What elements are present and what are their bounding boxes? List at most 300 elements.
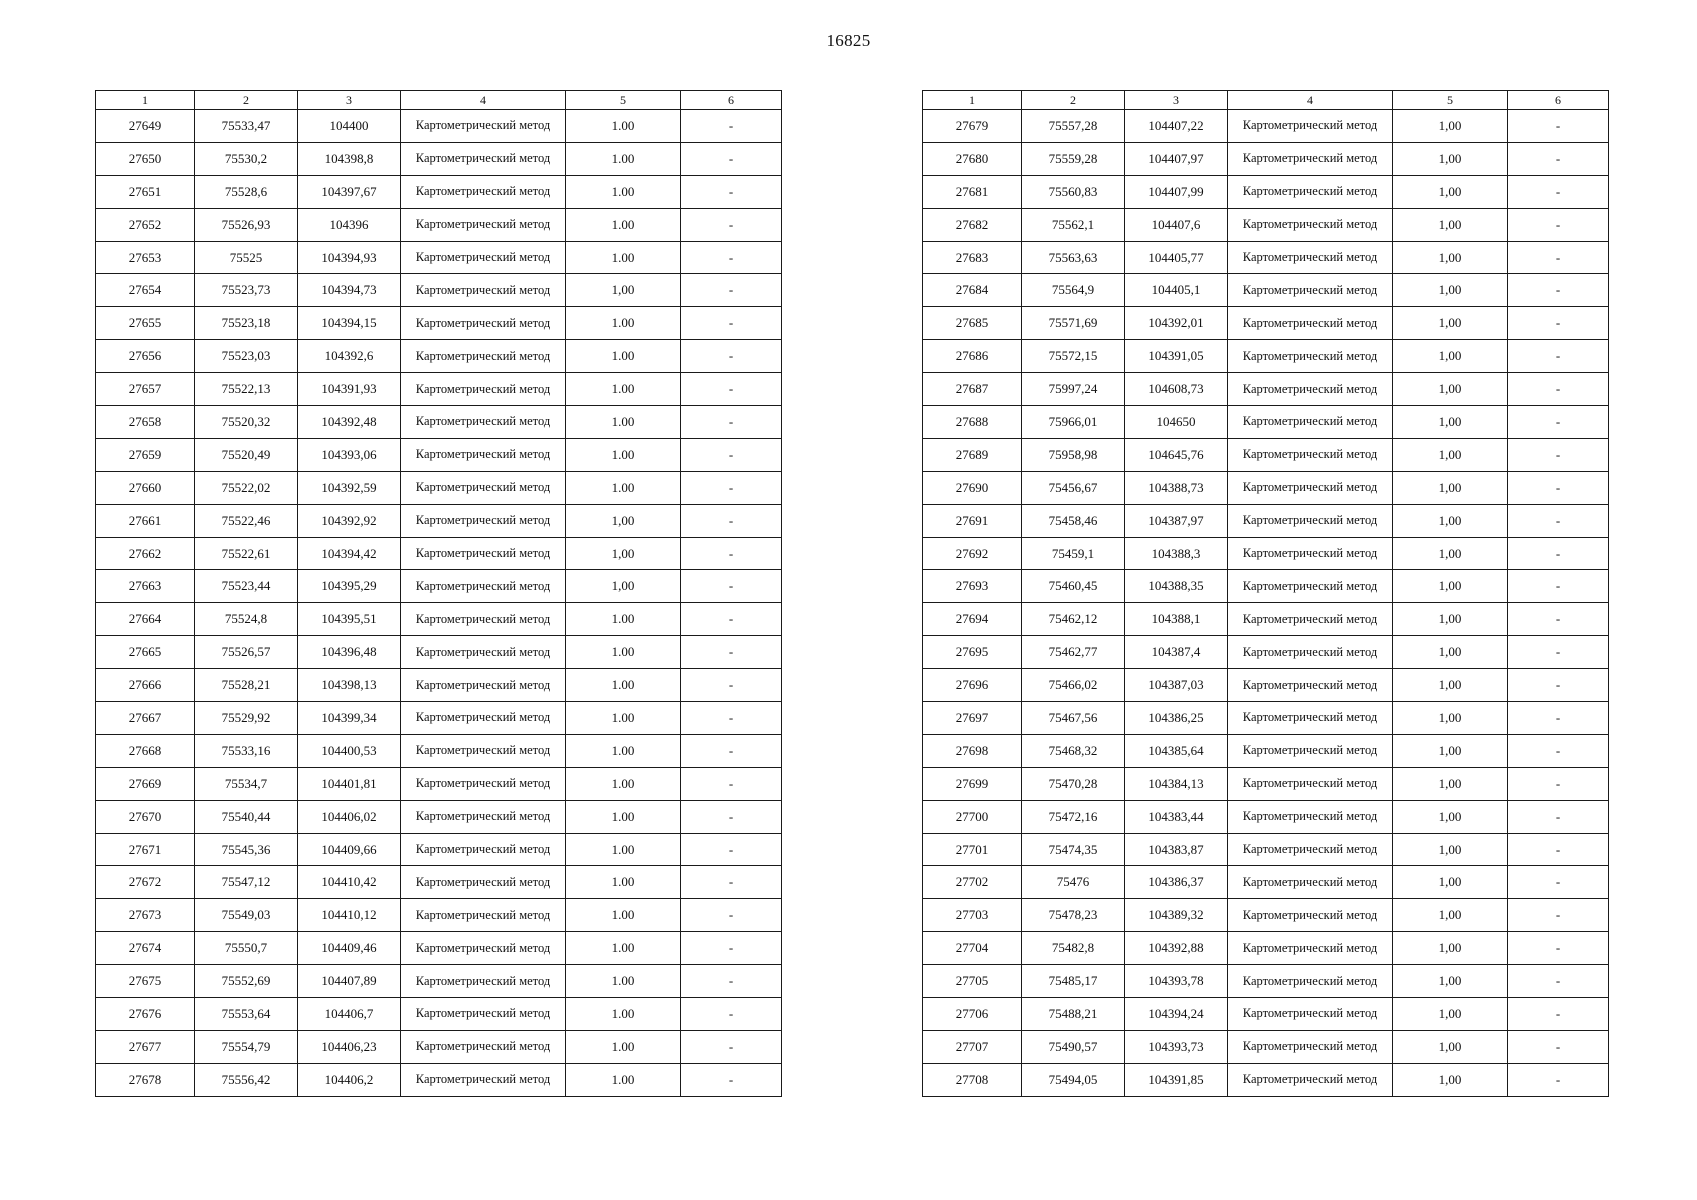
- precision-cell: 1,00: [1393, 208, 1508, 241]
- y-coordinate-cell: 104407,22: [1125, 110, 1228, 143]
- x-coordinate-cell: 75476: [1022, 866, 1125, 899]
- point-number-cell: 27688: [923, 406, 1022, 439]
- point-number-cell: 27657: [96, 373, 195, 406]
- point-number-cell: 27653: [96, 241, 195, 274]
- precision-cell: 1,00: [1393, 603, 1508, 636]
- note-cell: -: [1508, 142, 1609, 175]
- y-coordinate-cell: 104384,13: [1125, 767, 1228, 800]
- table-row: [923, 537, 1609, 570]
- y-coordinate-cell: 104407,89: [298, 965, 401, 998]
- table-row: [923, 932, 1609, 965]
- point-number-cell: 27649: [96, 110, 195, 143]
- method-cell: Картометрический метод: [401, 1063, 566, 1096]
- method-cell: Картометрический метод: [401, 241, 566, 274]
- note-cell: -: [1508, 570, 1609, 603]
- precision-cell: 1,00: [1393, 175, 1508, 208]
- y-coordinate-cell: 104391,05: [1125, 340, 1228, 373]
- table-row: [923, 1030, 1609, 1063]
- precision-cell: 1.00: [566, 175, 681, 208]
- note-cell: -: [681, 274, 782, 307]
- x-coordinate-cell: 75540,44: [195, 800, 298, 833]
- point-number-cell: 27675: [96, 965, 195, 998]
- point-number-cell: 27652: [96, 208, 195, 241]
- x-coordinate-cell: 75466,02: [1022, 669, 1125, 702]
- precision-cell: 1,00: [1393, 142, 1508, 175]
- point-number-cell: 27694: [923, 603, 1022, 636]
- note-cell: -: [1508, 406, 1609, 439]
- note-cell: -: [1508, 702, 1609, 735]
- note-cell: -: [1508, 471, 1609, 504]
- y-coordinate-cell: 104392,92: [298, 504, 401, 537]
- point-number-cell: 27702: [923, 866, 1022, 899]
- point-number-cell: 27684: [923, 274, 1022, 307]
- method-cell: Картометрический метод: [401, 274, 566, 307]
- x-coordinate-cell: 75547,12: [195, 866, 298, 899]
- method-cell: Картометрический метод: [401, 767, 566, 800]
- point-number-cell: 27655: [96, 307, 195, 340]
- note-cell: -: [681, 373, 782, 406]
- method-cell: Картометрический метод: [1228, 504, 1393, 537]
- column-header: 2: [195, 91, 298, 110]
- x-coordinate-cell: 75522,46: [195, 504, 298, 537]
- y-coordinate-cell: 104387,03: [1125, 669, 1228, 702]
- note-cell: -: [1508, 965, 1609, 998]
- note-cell: -: [681, 570, 782, 603]
- x-coordinate-cell: 75560,83: [1022, 175, 1125, 208]
- note-cell: -: [1508, 504, 1609, 537]
- column-header: 6: [681, 91, 782, 110]
- x-coordinate-cell: 75958,98: [1022, 438, 1125, 471]
- x-coordinate-cell: 75529,92: [195, 702, 298, 735]
- precision-cell: 1,00: [1393, 669, 1508, 702]
- precision-cell: 1.00: [566, 471, 681, 504]
- x-coordinate-cell: 75552,69: [195, 965, 298, 998]
- method-cell: Картометрический метод: [1228, 669, 1393, 702]
- y-coordinate-cell: 104399,34: [298, 702, 401, 735]
- y-coordinate-cell: 104406,23: [298, 1030, 401, 1063]
- note-cell: -: [1508, 208, 1609, 241]
- note-cell: -: [681, 406, 782, 439]
- note-cell: -: [681, 110, 782, 143]
- x-coordinate-cell: 75520,32: [195, 406, 298, 439]
- y-coordinate-cell: 104388,1: [1125, 603, 1228, 636]
- point-number-cell: 27691: [923, 504, 1022, 537]
- precision-cell: 1,00: [566, 274, 681, 307]
- table-row: [96, 1063, 782, 1096]
- table-row: [923, 274, 1609, 307]
- method-cell: Картометрический метод: [1228, 833, 1393, 866]
- y-coordinate-cell: 104407,6: [1125, 208, 1228, 241]
- x-coordinate-cell: 75488,21: [1022, 998, 1125, 1031]
- precision-cell: 1.00: [566, 208, 681, 241]
- precision-cell: 1.00: [566, 866, 681, 899]
- table-row: [96, 932, 782, 965]
- note-cell: -: [1508, 998, 1609, 1031]
- y-coordinate-cell: 104400: [298, 110, 401, 143]
- x-coordinate-cell: 75458,46: [1022, 504, 1125, 537]
- y-coordinate-cell: 104392,48: [298, 406, 401, 439]
- column-header: 5: [566, 91, 681, 110]
- x-coordinate-cell: 75549,03: [195, 899, 298, 932]
- precision-cell: 1,00: [1393, 471, 1508, 504]
- method-cell: Картометрический метод: [1228, 142, 1393, 175]
- y-coordinate-cell: 104387,97: [1125, 504, 1228, 537]
- x-coordinate-cell: 75462,12: [1022, 603, 1125, 636]
- x-coordinate-cell: 75482,8: [1022, 932, 1125, 965]
- point-number-cell: 27673: [96, 899, 195, 932]
- x-coordinate-cell: 75478,23: [1022, 899, 1125, 932]
- method-cell: Картометрический метод: [1228, 734, 1393, 767]
- y-coordinate-cell: 104400,53: [298, 734, 401, 767]
- note-cell: -: [681, 965, 782, 998]
- point-number-cell: 27682: [923, 208, 1022, 241]
- note-cell: -: [1508, 833, 1609, 866]
- column-header: 3: [1125, 91, 1228, 110]
- y-coordinate-cell: 104608,73: [1125, 373, 1228, 406]
- precision-cell: 1.00: [566, 767, 681, 800]
- method-cell: Картометрический метод: [1228, 471, 1393, 504]
- precision-cell: 1,00: [1393, 833, 1508, 866]
- x-coordinate-cell: 75533,47: [195, 110, 298, 143]
- precision-cell: 1,00: [1393, 110, 1508, 143]
- method-cell: Картометрический метод: [1228, 307, 1393, 340]
- y-coordinate-cell: 104406,2: [298, 1063, 401, 1096]
- table-row: [96, 406, 782, 439]
- method-cell: Картометрический метод: [401, 504, 566, 537]
- note-cell: -: [681, 438, 782, 471]
- table-row: [923, 438, 1609, 471]
- method-cell: Картометрический метод: [401, 702, 566, 735]
- precision-cell: 1,00: [1393, 998, 1508, 1031]
- table-row: [923, 965, 1609, 998]
- note-cell: -: [681, 175, 782, 208]
- note-cell: -: [681, 208, 782, 241]
- precision-cell: 1,00: [1393, 932, 1508, 965]
- table-row: [923, 471, 1609, 504]
- table-row: [923, 800, 1609, 833]
- method-cell: Картометрический метод: [1228, 175, 1393, 208]
- point-number-cell: 27668: [96, 734, 195, 767]
- y-coordinate-cell: 104388,35: [1125, 570, 1228, 603]
- y-coordinate-cell: 104406,7: [298, 998, 401, 1031]
- table-row: [923, 406, 1609, 439]
- table-row: [923, 373, 1609, 406]
- precision-cell: 1,00: [1393, 438, 1508, 471]
- y-coordinate-cell: 104395,29: [298, 570, 401, 603]
- method-cell: Картометрический метод: [401, 438, 566, 471]
- table-row: [923, 142, 1609, 175]
- table-row: [96, 800, 782, 833]
- method-cell: Картометрический метод: [1228, 932, 1393, 965]
- note-cell: -: [681, 636, 782, 669]
- x-coordinate-cell: 75524,8: [195, 603, 298, 636]
- point-number-cell: 27697: [923, 702, 1022, 735]
- table-row: [923, 866, 1609, 899]
- table-row: [96, 504, 782, 537]
- table-row: [96, 734, 782, 767]
- method-cell: Картометрический метод: [401, 208, 566, 241]
- x-coordinate-cell: 75557,28: [1022, 110, 1125, 143]
- point-number-cell: 27664: [96, 603, 195, 636]
- precision-cell: 1,00: [1393, 899, 1508, 932]
- x-coordinate-cell: 75556,42: [195, 1063, 298, 1096]
- note-cell: -: [1508, 373, 1609, 406]
- note-cell: -: [1508, 866, 1609, 899]
- precision-cell: 1.00: [566, 702, 681, 735]
- column-header: 6: [1508, 91, 1609, 110]
- precision-cell: 1,00: [1393, 702, 1508, 735]
- y-coordinate-cell: 104398,8: [298, 142, 401, 175]
- x-coordinate-cell: 75550,7: [195, 932, 298, 965]
- table-row: [923, 208, 1609, 241]
- y-coordinate-cell: 104406,02: [298, 800, 401, 833]
- x-coordinate-cell: 75522,13: [195, 373, 298, 406]
- method-cell: Картометрический метод: [1228, 208, 1393, 241]
- table-row: [96, 767, 782, 800]
- y-coordinate-cell: 104405,1: [1125, 274, 1228, 307]
- table-row: [96, 570, 782, 603]
- column-header: 1: [96, 91, 195, 110]
- table-body: [96, 110, 782, 1097]
- x-coordinate-cell: 75456,67: [1022, 471, 1125, 504]
- column-header: 1: [923, 91, 1022, 110]
- left-coordinates-table: [95, 90, 782, 1097]
- x-coordinate-cell: 75467,56: [1022, 702, 1125, 735]
- y-coordinate-cell: 104394,73: [298, 274, 401, 307]
- point-number-cell: 27703: [923, 899, 1022, 932]
- precision-cell: 1.00: [566, 1030, 681, 1063]
- y-coordinate-cell: 104409,66: [298, 833, 401, 866]
- point-number-cell: 27704: [923, 932, 1022, 965]
- precision-cell: 1,00: [1393, 767, 1508, 800]
- table-row: [923, 110, 1609, 143]
- y-coordinate-cell: 104389,32: [1125, 899, 1228, 932]
- precision-cell: 1.00: [566, 1063, 681, 1096]
- x-coordinate-cell: 75494,05: [1022, 1063, 1125, 1096]
- note-cell: -: [681, 504, 782, 537]
- method-cell: Картометрический метод: [401, 537, 566, 570]
- x-coordinate-cell: 75562,1: [1022, 208, 1125, 241]
- note-cell: -: [1508, 1030, 1609, 1063]
- method-cell: Картометрический метод: [401, 603, 566, 636]
- note-cell: -: [681, 833, 782, 866]
- y-coordinate-cell: 104401,81: [298, 767, 401, 800]
- table-row: [96, 899, 782, 932]
- table-row: [96, 537, 782, 570]
- method-cell: Картометрический метод: [401, 866, 566, 899]
- x-coordinate-cell: 75997,24: [1022, 373, 1125, 406]
- y-coordinate-cell: 104393,06: [298, 438, 401, 471]
- note-cell: -: [1508, 438, 1609, 471]
- y-coordinate-cell: 104388,3: [1125, 537, 1228, 570]
- x-coordinate-cell: 75528,6: [195, 175, 298, 208]
- table-row: [923, 767, 1609, 800]
- y-coordinate-cell: 104386,25: [1125, 702, 1228, 735]
- note-cell: -: [681, 932, 782, 965]
- x-coordinate-cell: 75490,57: [1022, 1030, 1125, 1063]
- header-row: [923, 91, 1609, 110]
- y-coordinate-cell: 104392,59: [298, 471, 401, 504]
- point-number-cell: 27661: [96, 504, 195, 537]
- precision-cell: 1.00: [566, 998, 681, 1031]
- right-coordinates-table: [922, 90, 1609, 1097]
- note-cell: -: [1508, 899, 1609, 932]
- x-coordinate-cell: 75474,35: [1022, 833, 1125, 866]
- point-number-cell: 27651: [96, 175, 195, 208]
- method-cell: Картометрический метод: [401, 800, 566, 833]
- x-coordinate-cell: 75485,17: [1022, 965, 1125, 998]
- y-coordinate-cell: 104394,24: [1125, 998, 1228, 1031]
- note-cell: -: [1508, 175, 1609, 208]
- note-cell: -: [681, 307, 782, 340]
- precision-cell: 1,00: [1393, 636, 1508, 669]
- x-coordinate-cell: 75468,32: [1022, 734, 1125, 767]
- table-row: [923, 504, 1609, 537]
- y-coordinate-cell: 104386,37: [1125, 866, 1228, 899]
- note-cell: -: [681, 734, 782, 767]
- x-coordinate-cell: 75462,77: [1022, 636, 1125, 669]
- y-coordinate-cell: 104645,76: [1125, 438, 1228, 471]
- table-row: [923, 734, 1609, 767]
- precision-cell: 1.00: [566, 406, 681, 439]
- method-cell: Картометрический метод: [1228, 965, 1393, 998]
- note-cell: -: [681, 998, 782, 1031]
- page-number: 16825: [826, 31, 871, 50]
- table-row: [96, 833, 782, 866]
- method-cell: Картометрический метод: [1228, 866, 1393, 899]
- table-row: [923, 899, 1609, 932]
- y-coordinate-cell: 104410,12: [298, 899, 401, 932]
- method-cell: Картометрический метод: [401, 1030, 566, 1063]
- method-cell: Картометрический метод: [1228, 570, 1393, 603]
- note-cell: -: [681, 669, 782, 702]
- x-coordinate-cell: 75559,28: [1022, 142, 1125, 175]
- method-cell: Картометрический метод: [401, 471, 566, 504]
- x-coordinate-cell: 75563,63: [1022, 241, 1125, 274]
- note-cell: -: [681, 899, 782, 932]
- left-coordinates-table-container: [95, 90, 782, 1097]
- y-coordinate-cell: 104392,88: [1125, 932, 1228, 965]
- precision-cell: 1.00: [566, 965, 681, 998]
- point-number-cell: 27690: [923, 471, 1022, 504]
- method-cell: Картометрический метод: [401, 734, 566, 767]
- y-coordinate-cell: 104394,42: [298, 537, 401, 570]
- table-row: [96, 438, 782, 471]
- note-cell: -: [1508, 110, 1609, 143]
- table-row: [96, 1030, 782, 1063]
- point-number-cell: 27677: [96, 1030, 195, 1063]
- note-cell: -: [1508, 734, 1609, 767]
- table-row: [923, 307, 1609, 340]
- point-number-cell: 27666: [96, 669, 195, 702]
- x-coordinate-cell: 75525: [195, 241, 298, 274]
- note-cell: -: [1508, 603, 1609, 636]
- y-coordinate-cell: 104394,93: [298, 241, 401, 274]
- method-cell: Картометрический метод: [1228, 800, 1393, 833]
- point-number-cell: 27683: [923, 241, 1022, 274]
- point-number-cell: 27656: [96, 340, 195, 373]
- point-number-cell: 27671: [96, 833, 195, 866]
- y-coordinate-cell: 104395,51: [298, 603, 401, 636]
- precision-cell: 1,00: [1393, 1030, 1508, 1063]
- table-row: [96, 866, 782, 899]
- table-row: [96, 669, 782, 702]
- x-coordinate-cell: 75470,28: [1022, 767, 1125, 800]
- method-cell: Картометрический метод: [401, 932, 566, 965]
- x-coordinate-cell: 75571,69: [1022, 307, 1125, 340]
- table-row: [923, 241, 1609, 274]
- precision-cell: 1.00: [566, 800, 681, 833]
- x-coordinate-cell: 75534,7: [195, 767, 298, 800]
- y-coordinate-cell: 104410,42: [298, 866, 401, 899]
- note-cell: -: [681, 603, 782, 636]
- point-number-cell: 27674: [96, 932, 195, 965]
- column-header: 4: [1228, 91, 1393, 110]
- note-cell: -: [681, 800, 782, 833]
- table-row: [923, 570, 1609, 603]
- precision-cell: 1,00: [1393, 373, 1508, 406]
- table-row: [923, 636, 1609, 669]
- point-number-cell: 27650: [96, 142, 195, 175]
- method-cell: Картометрический метод: [401, 965, 566, 998]
- table-row: [923, 669, 1609, 702]
- x-coordinate-cell: 75526,57: [195, 636, 298, 669]
- method-cell: Картометрический метод: [1228, 340, 1393, 373]
- x-coordinate-cell: 75523,44: [195, 570, 298, 603]
- point-number-cell: 27676: [96, 998, 195, 1031]
- method-cell: Картометрический метод: [401, 175, 566, 208]
- point-number-cell: 27692: [923, 537, 1022, 570]
- right-coordinates-table-container: [922, 90, 1609, 1097]
- y-coordinate-cell: 104650: [1125, 406, 1228, 439]
- table-row: [96, 340, 782, 373]
- note-cell: -: [1508, 274, 1609, 307]
- note-cell: -: [681, 1063, 782, 1096]
- point-number-cell: 27696: [923, 669, 1022, 702]
- point-number-cell: 27708: [923, 1063, 1022, 1096]
- note-cell: -: [681, 142, 782, 175]
- y-coordinate-cell: 104409,46: [298, 932, 401, 965]
- point-number-cell: 27689: [923, 438, 1022, 471]
- x-coordinate-cell: 75553,64: [195, 998, 298, 1031]
- method-cell: Картометрический метод: [1228, 603, 1393, 636]
- point-number-cell: 27707: [923, 1030, 1022, 1063]
- precision-cell: 1,00: [1393, 800, 1508, 833]
- point-number-cell: 27659: [96, 438, 195, 471]
- method-cell: Картометрический метод: [401, 570, 566, 603]
- note-cell: -: [681, 241, 782, 274]
- table-row: [96, 307, 782, 340]
- precision-cell: 1.00: [566, 241, 681, 274]
- table-row: [96, 471, 782, 504]
- method-cell: Картометрический метод: [1228, 110, 1393, 143]
- precision-cell: 1,00: [1393, 504, 1508, 537]
- point-number-cell: 27700: [923, 800, 1022, 833]
- point-number-cell: 27662: [96, 537, 195, 570]
- column-header: 3: [298, 91, 401, 110]
- point-number-cell: 27665: [96, 636, 195, 669]
- method-cell: Картометрический метод: [401, 110, 566, 143]
- table-row: [96, 142, 782, 175]
- method-cell: Картометрический метод: [1228, 636, 1393, 669]
- method-cell: Картометрический метод: [401, 142, 566, 175]
- method-cell: Картометрический метод: [1228, 899, 1393, 932]
- precision-cell: 1,00: [566, 570, 681, 603]
- note-cell: -: [681, 471, 782, 504]
- precision-cell: 1.00: [566, 340, 681, 373]
- method-cell: Картометрический метод: [401, 636, 566, 669]
- precision-cell: 1,00: [566, 537, 681, 570]
